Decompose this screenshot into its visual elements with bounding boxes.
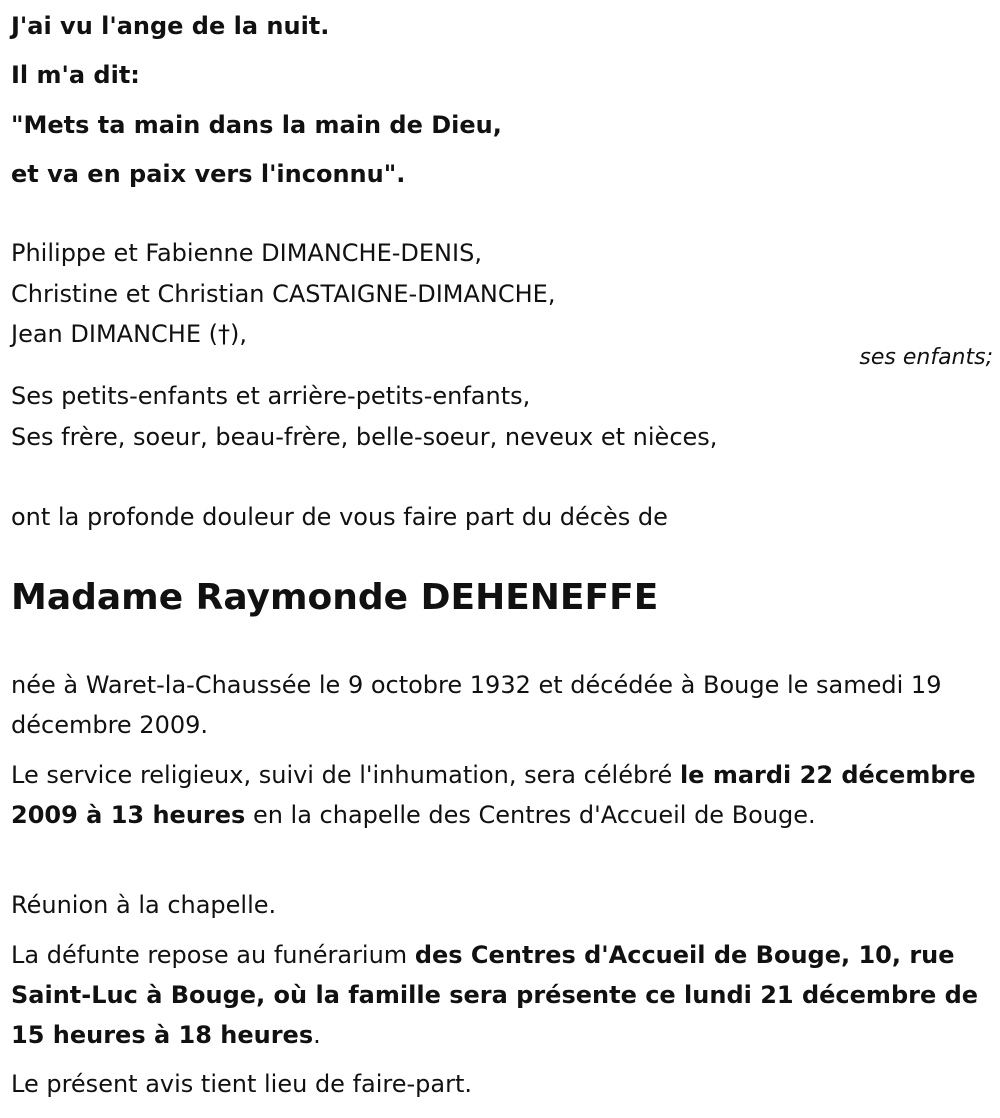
reunion-text: Réunion à la chapelle. — [11, 891, 277, 919]
poem-line-1: J'ai vu l'ange de la nuit. — [11, 12, 330, 40]
family-grandchildren: Ses petits-enfants et arrière-petits-enfants, — [11, 382, 531, 410]
closing-text: Le présent avis tient lieu de faire-part. — [11, 1070, 473, 1098]
birth-death-text: née à Waret-la-Chaussée le 9 octobre 1932 et décédée à Bouge le samedi 19 décembre 2009. — [11, 671, 942, 739]
poem-line-4: et va en paix vers l'inconnu". — [11, 160, 406, 188]
funeral-home-text-pre: La défunte repose au funérarium — [11, 941, 415, 969]
announcement-text: ont la profonde douleur de vous faire part du décès de — [11, 503, 668, 531]
poem-line-2: Il m'a dit: — [11, 61, 140, 89]
family-child-3: Jean DIMANCHE (†), — [11, 320, 247, 348]
funeral-home-text — [11, 935, 993, 1055]
service-text — [11, 755, 993, 835]
family-child-1: Philippe et Fabienne DIMANCHE-DENIS, — [11, 239, 482, 267]
family-siblings: Ses frère, soeur, beau-frère, belle-soeur, neveux et nièces, — [11, 423, 718, 451]
funeral-home-details: des Centres d'Accueil de Bouge, 10, rue Saint-Luc à Bouge, où la famille sera présente ce lundi 21 décembre de 15 heures à 18 heures — [11, 941, 979, 1049]
deceased-name: Madame Raymonde DEHENEFFE — [11, 577, 659, 618]
family-child-2: Christine et Christian CASTAIGNE-DIMANCHE, — [11, 280, 556, 308]
poem-line-3: "Mets ta main dans la main de Dieu, — [11, 111, 502, 139]
children-role-label: ses enfants; — [859, 345, 993, 370]
service-date-time: le mardi 22 décembre 2009 à 13 heures — [11, 761, 976, 829]
service-text-post: en la chapelle des Centres d'Accueil de Bouge. — [245, 801, 816, 829]
funeral-home-text-post: . — [313, 1021, 321, 1049]
service-text-pre: Le service religieux, suivi de l'inhumation, sera célébré — [11, 761, 680, 789]
